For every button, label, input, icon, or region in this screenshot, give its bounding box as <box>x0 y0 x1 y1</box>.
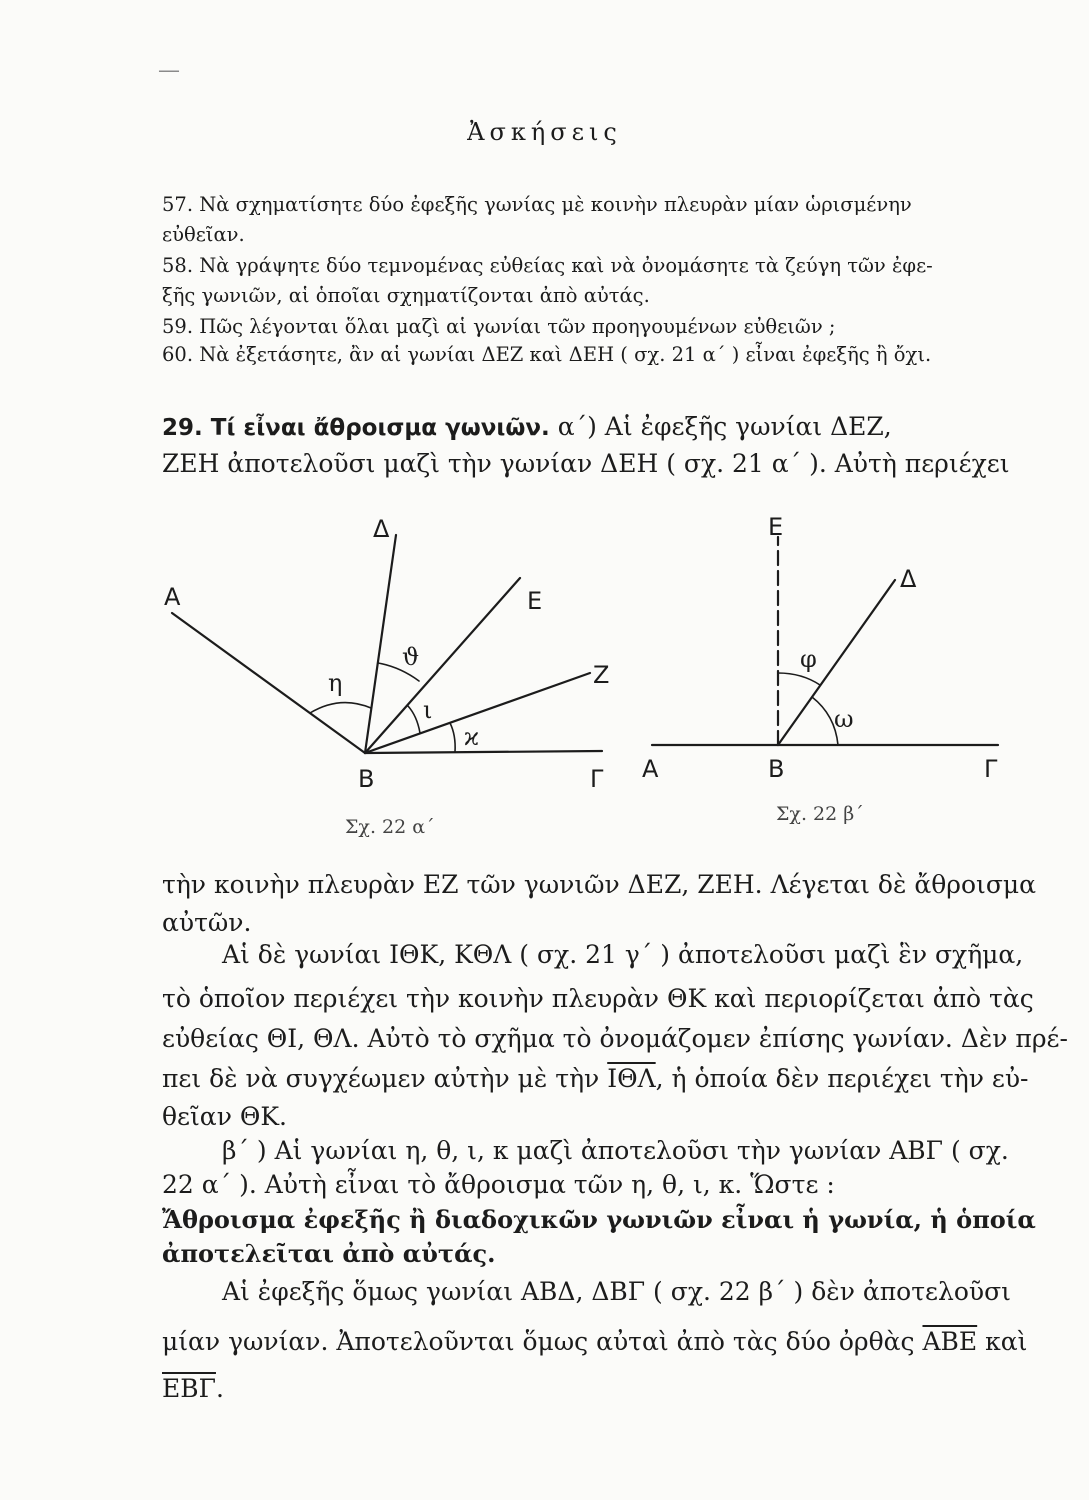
arc-iota <box>408 706 420 733</box>
label-a-angle-kappa: ϰ <box>464 723 479 751</box>
section-29-line2: ΖΕΗ ἀποτελοῦσι μαζὶ τὴν γωνίαν ΔΕΗ ( σχ. 21 α΄ ). Αὐτὴ περιέχει <box>162 449 1010 478</box>
definition-line-2: ἀποτελεῖται ἀπὸ αὐτάς. <box>162 1239 496 1268</box>
body-line-3: Αἱ δὲ γωνίαι ΙΘΚ, ΚΘΛ ( σχ. 21 γ΄ ) ἀποτελοῦσι μαζὶ ἓν σχῆμα, <box>222 940 1024 969</box>
body-line-9: 22 α΄ ). Αὐτὴ εἶναι τὸ ἄθροισμα τῶν η, θ, ι, κ. Ὥστε : <box>162 1170 835 1199</box>
label-b-angle-phi: φ <box>800 645 817 673</box>
body-line-10: Αἱ ἐφεξῆς ὅμως γωνίαι ΑΒΔ, ΔΒΓ ( σχ. 22 β΄ ) δὲν ἀποτελοῦσι <box>222 1277 1011 1306</box>
section-intro: α΄) Αἱ ἐφεξῆς γωνίαι ΔΕΖ, <box>557 412 892 441</box>
ray-bd <box>365 535 396 753</box>
angle-abe: $\overline{ABE}$ <box>922 1327 978 1356</box>
body-line-12 <box>162 1372 1004 1406</box>
figures <box>150 515 1010 845</box>
label-a-point-z: Ζ <box>593 661 610 689</box>
body-line-12b: . <box>215 1374 224 1403</box>
exercise-58-line1: 58. Νὰ γράψητε δύο τεμνομένας εὐθείας καὶ νὰ ὀνομάσητε τὰ ζεύγη τῶν ἐφε- <box>162 254 933 277</box>
body-line-11b: καὶ <box>985 1327 1028 1356</box>
label-b-point-e: Ε <box>768 515 784 541</box>
body-line-11a: μίαν γωνίαν. Ἀποτελοῦνται ὅμως αὐταὶ ἀπὸ τὰς δύο ὀρθὰς <box>162 1327 915 1356</box>
body-line-11 <box>162 1325 1028 1359</box>
exercise-59-line1: 59. Πῶς λέγονται ὅλαι μαζὶ αἱ γωνίαι τῶν προηγουμένων εὐθειῶν ; <box>162 315 836 338</box>
label-a-point-g: Γ <box>590 765 604 793</box>
label-a-point-b: Β <box>358 765 375 793</box>
body-line-7: θεῖαν ΘΚ. <box>162 1102 287 1131</box>
label-a-point-d: Δ <box>373 515 390 543</box>
body-line-6b: , ἡ ὁποία δὲν περιέχει τὴν εὐ- <box>655 1064 1029 1093</box>
exercise-57 <box>162 190 1004 250</box>
exercise-57-line1: 57. Νὰ σχηματίσητε δύο ἐφεξῆς γωνίας μὲ κοινὴν πλευρὰν μίαν ὡρισμένην <box>162 193 912 216</box>
angle-ebg: $\overline{EB\Gamma}$ <box>162 1374 216 1403</box>
figure-22a <box>172 535 602 753</box>
exercises-heading: Ἀσκήσεις <box>467 118 622 146</box>
section-title: 29. Τί εἶναι ἄθροισμα γωνιῶν. <box>162 415 550 441</box>
body-line-8: β΄ ) Αἱ γωνίαι η, θ, ι, κ μαζὶ ἀποτελοῦσι τὴν γωνίαν ΑΒΓ ( σχ. <box>222 1136 1009 1165</box>
exercise-60-line1: 60. Νὰ ἐξετάσητε, ἂν αἱ γωνίαι ΔΕΖ καὶ ΔΕΗ ( σχ. 21 α΄ ) εἶναι ἐφεξῆς ἢ ὄχι. <box>162 343 932 366</box>
body-line-6a: πει δὲ νὰ συγχέωμεν αὐτὴν μὲ τὴν <box>162 1064 600 1093</box>
figure-22b <box>652 537 998 745</box>
exercise-57-line2: εὐθεῖαν. <box>162 223 245 246</box>
figures-svg <box>150 515 1010 845</box>
ray-bg <box>365 751 602 753</box>
label-a-angle-eta: η <box>328 669 343 697</box>
label-a-angle-iota: ι <box>423 696 433 724</box>
label-b-point-a: Α <box>642 755 659 783</box>
body-line-5: εὐθείας ΘΙ, ΘΛ. Αὐτὸ τὸ σχῆμα τὸ ὀνομάζομεν ἐπίσης γωνίαν. Δὲν πρέ- <box>162 1024 1068 1053</box>
body-line-6 <box>162 1062 1029 1096</box>
figure-22a-caption: Σχ. 22 α΄ <box>345 816 435 838</box>
section-29-line1 <box>162 410 1004 445</box>
label-a-point-e: Ε <box>527 587 543 615</box>
label-b-point-b: Β <box>768 755 785 783</box>
arc-kappa <box>450 723 455 752</box>
exercise-58 <box>162 251 1004 311</box>
exercise-60 <box>162 340 1004 370</box>
angle-ithl: $\overline{I\Theta\Lambda}$ <box>607 1064 656 1093</box>
label-b-point-g: Γ <box>984 755 998 783</box>
label-b-point-d: Δ <box>900 565 917 593</box>
exercise-59 <box>162 312 1004 342</box>
body-line-1: τὴν κοινὴν πλευρὰν ΕΖ τῶν γωνιῶν ΔΕΖ, ΖΕΗ. Λέγεται δὲ ἄθροισμα <box>162 870 1037 899</box>
arc-eta <box>310 703 371 713</box>
label-a-point-a: Α <box>164 583 181 611</box>
page-mark: — <box>158 58 180 83</box>
arc-phi <box>778 673 820 685</box>
label-a-angle-theta: ϑ <box>402 643 420 671</box>
definition-line-1: Ἄθροισμα ἐφεξῆς ἢ διαδοχικῶν γωνιῶν εἶναι ἡ γωνία, ἡ ὁποία <box>162 1205 1036 1234</box>
figure-22b-caption: Σχ. 22 β΄ <box>776 803 864 825</box>
body-line-2: αὐτῶν. <box>162 908 252 937</box>
label-b-angle-omega: ω <box>834 705 854 733</box>
body-line-4: τὸ ὁποῖον περιέχει τὴν κοινὴν πλευρὰν ΘΚ καὶ περιορίζεται ἀπὸ τὰς <box>162 984 1034 1013</box>
exercise-58-line2: ξῆς γωνιῶν, αἱ ὁποῖαι σχηματίζονται ἀπὸ αὐτάς. <box>162 284 650 307</box>
